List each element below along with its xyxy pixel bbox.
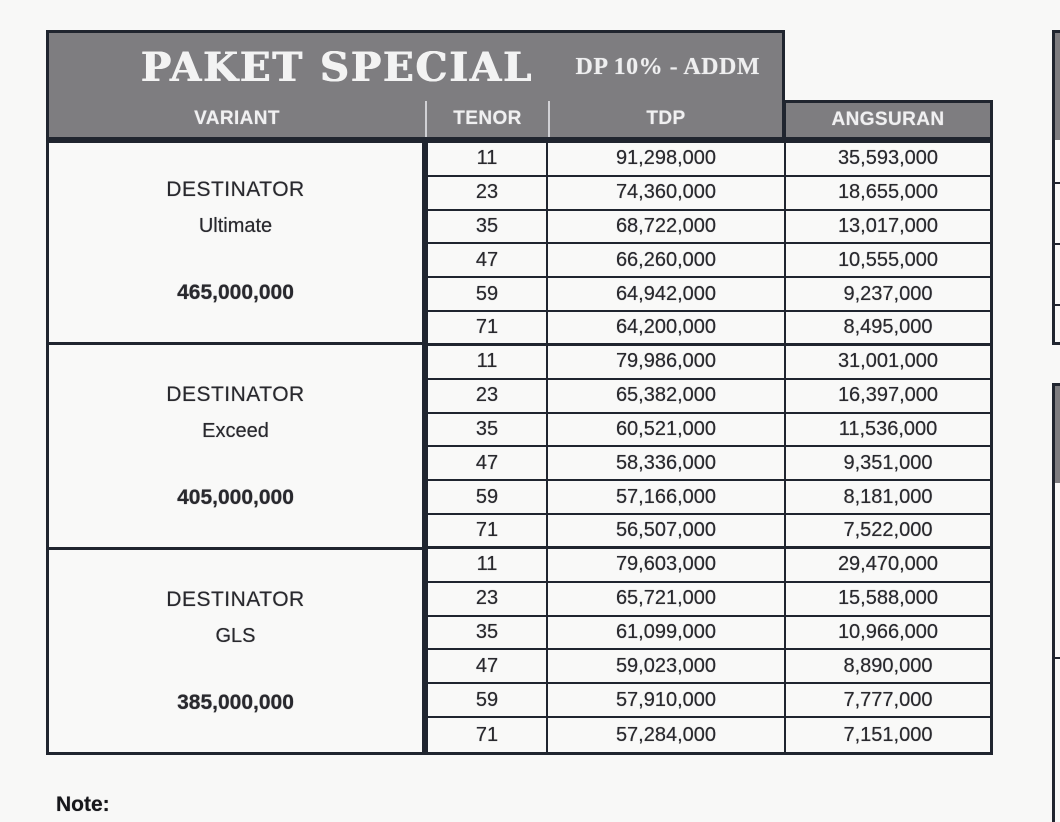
variant-cell-exceed bbox=[46, 345, 425, 550]
angsuran-cell: 18,655,000 bbox=[786, 177, 990, 211]
tenor-cell: 11 bbox=[428, 346, 548, 380]
adjacent-table-sliver-bottom bbox=[1052, 383, 1060, 822]
column-header-tdp: TDP bbox=[548, 101, 782, 137]
tdp-cell: 59,023,000 bbox=[548, 650, 786, 684]
angsuran-cell: 8,181,000 bbox=[786, 481, 990, 515]
tdp-cell: 79,603,000 bbox=[548, 549, 786, 583]
column-header-variant: VARIANT bbox=[194, 108, 280, 129]
variant-price: 465,000,000 bbox=[177, 281, 294, 304]
variant-model: DESTINATOR bbox=[166, 588, 305, 611]
installment-table bbox=[425, 140, 993, 755]
angsuran-cell: 13,017,000 bbox=[786, 211, 990, 245]
tdp-cell: 66,260,000 bbox=[548, 244, 786, 278]
tdp-cell: 74,360,000 bbox=[548, 177, 786, 211]
tdp-cell: 79,986,000 bbox=[548, 346, 786, 380]
page-title: PAKET SPECIAL bbox=[141, 43, 534, 91]
column-header-row bbox=[49, 101, 782, 137]
variant-trim: Ultimate bbox=[198, 215, 273, 237]
tenor-cell: 71 bbox=[428, 312, 548, 346]
angsuran-cell: 29,470,000 bbox=[786, 549, 990, 583]
variant-model: DESTINATOR bbox=[166, 383, 305, 406]
variant-price: 385,000,000 bbox=[177, 691, 294, 714]
adjacent-table-header-strip bbox=[1055, 386, 1060, 483]
adjacent-table-header-strip bbox=[1055, 33, 1060, 140]
tdp-cell: 61,099,000 bbox=[548, 617, 786, 651]
angsuran-cell: 7,777,000 bbox=[786, 684, 990, 718]
tenor-cell: 47 bbox=[428, 447, 548, 481]
tdp-cell: 65,382,000 bbox=[548, 380, 786, 414]
variant-cell-gls bbox=[46, 550, 425, 755]
tenor-cell: 71 bbox=[428, 718, 548, 752]
tenor-cell: 23 bbox=[428, 177, 548, 211]
angsuran-cell: 8,890,000 bbox=[786, 650, 990, 684]
tdp-cell: 57,284,000 bbox=[548, 718, 786, 752]
title-row bbox=[49, 33, 782, 101]
tenor-cell: 59 bbox=[428, 684, 548, 718]
variant-trim: Exceed bbox=[202, 420, 269, 442]
tenor-cell: 23 bbox=[428, 583, 548, 617]
angsuran-cell: 16,397,000 bbox=[786, 380, 990, 414]
table-header bbox=[46, 30, 785, 140]
tenor-cell: 47 bbox=[428, 650, 548, 684]
adjacent-table-sliver-top bbox=[1052, 30, 1060, 345]
angsuran-cell: 31,001,000 bbox=[786, 346, 990, 380]
variant-price: 405,000,000 bbox=[177, 486, 294, 509]
column-header-angsuran: ANGSURAN bbox=[783, 100, 993, 140]
variant-cell-ultimate bbox=[46, 140, 425, 345]
tdp-cell: 57,166,000 bbox=[548, 481, 786, 515]
variant-model: DESTINATOR bbox=[166, 178, 305, 201]
angsuran-cell: 7,151,000 bbox=[843, 723, 933, 746]
angsuran-cell: 11,536,000 bbox=[786, 414, 990, 448]
tdp-cell: 60,521,000 bbox=[548, 414, 786, 448]
tenor-cell: 47 bbox=[428, 244, 548, 278]
tenor-cell: 11 bbox=[428, 549, 548, 583]
angsuran-cell: 35,593,000 bbox=[786, 143, 990, 177]
tenor-cell: 35 bbox=[428, 414, 548, 448]
angsuran-cell: 7,522,000 bbox=[786, 515, 990, 549]
angsuran-cell: 8,495,000 bbox=[786, 312, 990, 346]
tdp-cell: 58,336,000 bbox=[548, 447, 786, 481]
tenor-cell: 23 bbox=[428, 380, 548, 414]
tenor-cell: 35 bbox=[428, 211, 548, 245]
column-header-tenor: TENOR bbox=[425, 101, 548, 137]
angsuran-cell: 9,237,000 bbox=[786, 278, 990, 312]
tenor-cell: 11 bbox=[428, 143, 548, 177]
angsuran-cell: 10,966,000 bbox=[786, 617, 990, 651]
note-label: Note: bbox=[56, 793, 110, 816]
tdp-cell: 65,721,000 bbox=[548, 583, 786, 617]
tdp-cell: 68,722,000 bbox=[548, 211, 786, 245]
variant-trim: GLS bbox=[215, 625, 256, 647]
tdp-cell: 91,298,000 bbox=[548, 143, 786, 177]
angsuran-cell: 10,555,000 bbox=[786, 244, 990, 278]
tenor-cell: 59 bbox=[428, 481, 548, 515]
tdp-cell: 64,942,000 bbox=[548, 278, 786, 312]
tdp-cell: 57,910,000 bbox=[548, 684, 786, 718]
angsuran-cell: 15,588,000 bbox=[786, 583, 990, 617]
tenor-cell: 71 bbox=[428, 515, 548, 549]
tdp-cell: 64,200,000 bbox=[548, 312, 786, 346]
tdp-cell: 56,507,000 bbox=[548, 515, 786, 549]
angsuran-cell: 9,351,000 bbox=[786, 447, 990, 481]
dp-scheme-label: DP 10% - ADDM bbox=[575, 53, 760, 80]
tenor-cell: 35 bbox=[428, 617, 548, 651]
tenor-cell: 59 bbox=[428, 278, 548, 312]
